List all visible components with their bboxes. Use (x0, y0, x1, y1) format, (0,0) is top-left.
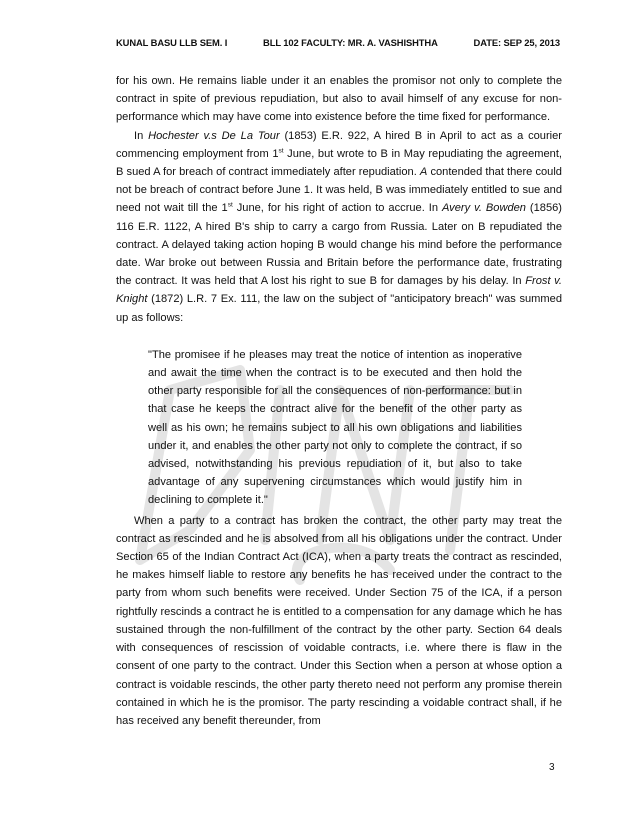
header-center: BLL 102 FACULTY: MR. A. VASHISHTHA (263, 37, 438, 48)
block-quote: "The promisee if he pleases may treat the notice of intention as inoperative and await the time when the contract is to be executed and then hold the other party responsible for all the consequences of non-performance: but in that case he keeps the contract alive for the benefit of the other party as well as his own; he remains subject to all his own obligations and liabilities under it, and enables the other party not only to complete the contract, if so advised, notwithstanding his previous repudiation of it, but also to take advantage of any supervening circumstances which would justify him in declining to complete it." (148, 348, 522, 507)
text-run: June, but wrote to B in May repudiating the agreement, B sued A for breach of contract immediately after repudiation. (116, 147, 562, 179)
paragraph-1: for his own. He remains liable under it an enables the promisor not only to complete the contract in spite of previous repudiation, but also to avail himself of any excuse for non-performance which may have come into existence before the time fixed for performance. (116, 75, 562, 124)
text-run: (1872) L.R. 7 Ex. 111, the law on the subject of "anticipatory breach" was summed up as follows: (116, 293, 562, 324)
case-name: Frost v. Knight (116, 275, 562, 306)
text-run: June, for his right of action to accrue. In (232, 202, 442, 215)
page-number: 3 (549, 762, 555, 773)
case-name: Avery v. Bowden (441, 202, 526, 215)
superscript: st (227, 201, 233, 209)
text-run: contended that there could not be breach of contract before June 1. It was held, B was immediately entitled to sue and need not wait till the 1 (116, 166, 562, 215)
header-right: DATE: SEP 25, 2013 (473, 37, 560, 48)
text-run: (1856) 116 E.R. 1122, A hired B's ship to carry a cargo from Russia. Later on B repudiated the contract. A delayed taking action hoping B would change his mind before the performance date. War broke out between Russia and Britain before the performance date, frustrating the contract. It was held that A lost his right to sue B for damages by his delay. In (116, 202, 562, 288)
case-name: Hochester v.s De La Tour (148, 129, 280, 142)
superscript: st (278, 147, 284, 155)
body-text (116, 72, 562, 730)
header-left: KUNAL BASU LLB SEM. I (116, 37, 228, 48)
text-run: (1853) E.R. 922, A hired B in April to act as a courier commencing employment from 1 (116, 129, 563, 160)
paragraph-2 (116, 127, 562, 327)
text-run: In (134, 129, 149, 142)
italic-a: A (419, 166, 428, 179)
paragraph-3: When a party to a contract has broken the contract, the other party may treat the contract as rescinded and he is absolved from all his obligations under the contract. Under Section 65 of the Indian Contract Act (ICA), when a party treats the contract as rescinded, he makes himself liable to restore any benefits he has received under the contract to the party from whom such benefits were received. Under Section 75 of the ICA, if a person rightfully rescinds a contract he is entitled to a compensation for any damage which he has sustained through the non-fulfillment of the contract by the other party. Section 64 deals with consequences of rescission of voidable contracts, i.e. where there is flaw in the consent of one party to the contract. Under this Section when a person at whose option a contract is voidable rescinds, the other party thereto need not perform any promise therein contained in which he is the promisor. The party rescinding a voidable contract shall, if he has received any benefit thereunder, from (116, 514, 562, 727)
page-header (116, 37, 560, 48)
